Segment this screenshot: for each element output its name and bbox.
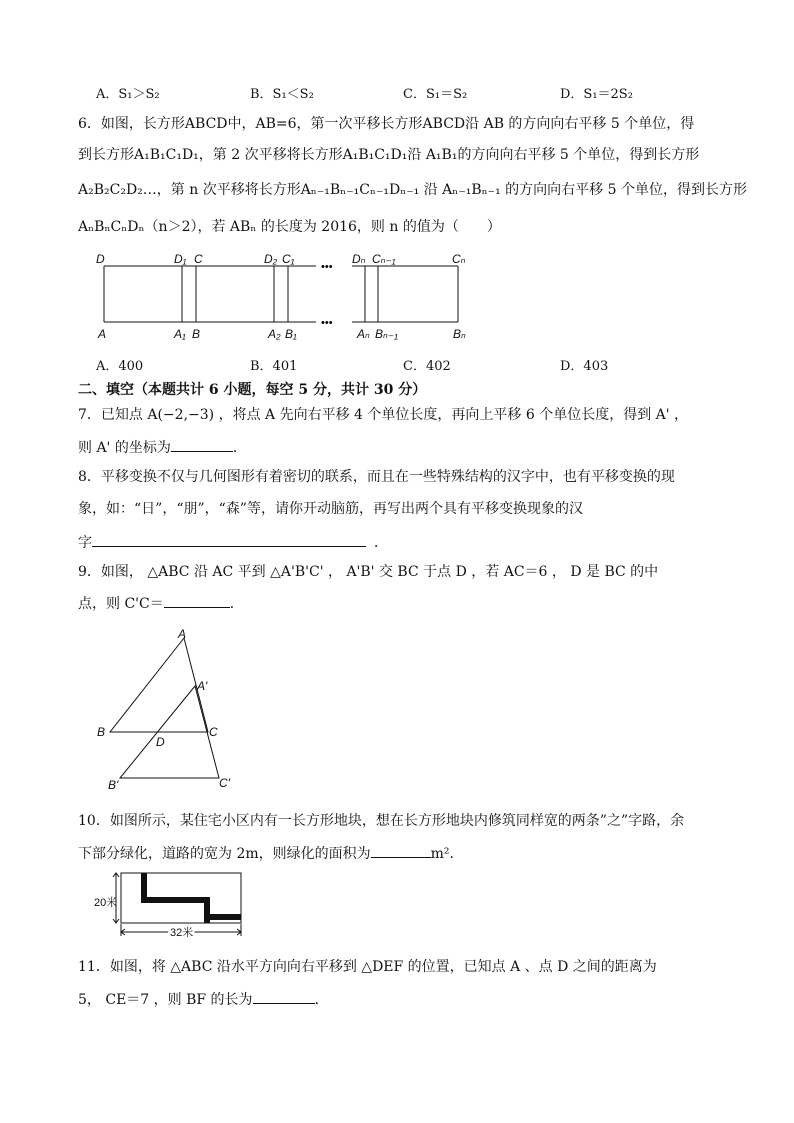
q11-end: ． [314,992,329,1008]
q8-line-2: 象，如：“日”，“朋”，“森”等，请你开动脑筋，再写出两个具有平移变换现象的汉 [78,501,583,517]
section-2-heading: 二、填空（本题共计 6 小题，每空 5 分，共计 30 分） [78,382,427,398]
dots-top: ••• [321,261,333,273]
q9-answer-blank[interactable] [164,593,230,608]
width-label: 32米 [170,927,194,939]
q9-line-2-text: 点，则 C'C＝ [78,596,164,612]
label-An: Aₙ [357,327,370,341]
label-D: D [156,735,165,749]
q11-line-2-text: 5， CE＝7 ，则 BF 的长为 [78,992,253,1008]
label-C: C [209,725,218,739]
q7-line-2 [78,437,247,457]
label-B1: B₁ [285,327,297,341]
q6-option-d: D．403 [560,359,609,374]
q10-line-2 [78,843,464,863]
q7-answer-blank[interactable] [171,437,233,452]
q10-line-2-text: 下部分绿化，道路的宽为 2m，则绿化的面积为 [78,846,371,862]
label-A: A [98,327,107,341]
label-A: A [178,627,187,641]
q5-option-c: C．S₁＝S₂ [403,87,468,102]
q10-answer-blank[interactable] [371,843,431,858]
label-A-prime: A' [197,679,208,693]
label-D2: D₂ [264,252,278,266]
label-D1: D₁ [174,252,187,266]
label-B: B [192,327,201,341]
q11-line-2 [78,989,329,1009]
label-A2: A₂ [268,327,281,341]
q9-line-2 [78,593,244,613]
height-label: 20米 [94,897,118,909]
q8-answer-blank[interactable] [92,532,366,547]
q7-line-1: 7．已知点 A(−2,−3) ，将点 A 先向右平移 4 个单位长度，再向上平移 6 个单位长度，得到 A' ， [78,407,689,423]
q7-end: ． [232,440,247,456]
label-Cn1: Cₙ₋₁ [372,252,396,266]
q11-line-1: 11．如图，将 △ABC 沿水平方向向右平移到 △DEF 的位置，已知点 A 、点 D 之间的距离为 [78,959,657,975]
label-Dn: Dₙ [352,252,366,266]
q6-option-b: B．401 [250,359,298,374]
q6-option-c: C．402 [403,359,451,374]
q10-road-figure [94,866,246,942]
q6-line-1: 6．如图，长方形ABCD中，AB=6，第一次平移长方形ABCD沿 AB 的方向向右平移 5 个单位，得 [78,116,695,132]
q6-line-2: 到长方形A₁B₁C₁D₁，第 2 次平移将长方形A₁B₁C₁D₁沿 A₁B₁的方向向右平移 5 个单位，得到长方形 [78,147,700,163]
q5-option-a: A．S₁＞S₂ [96,87,160,102]
q8-line-1: 8．平移变换不仅与几何图形有着密切的联系，而且在一些特殊结构的汉字中，也有平移变换的现 [78,469,675,485]
label-Bn: Bₙ [453,327,466,341]
dots-bottom: ••• [321,317,333,329]
q6-rectangles-figure [90,248,490,344]
label-B: B [97,725,106,739]
label-A1: A₁ [174,327,186,341]
label-Cn: Cₙ [452,252,466,266]
label-C1: C₁ [282,252,295,266]
q9-end: ． [229,596,244,612]
q6-line-3: A₂B₂C₂D₂…，第 n 次平移将长方形Aₙ₋₁Bₙ₋₁Cₙ₋₁Dₙ₋₁ 沿 Aₙ₋₁Bₙ₋₁ 的方向向右平移 5 个单位，得到长方形 [78,182,747,198]
q6-option-a: A．400 [96,359,144,374]
label-C: C [194,252,203,266]
q11-answer-blank[interactable] [253,989,315,1004]
q10-unit: m²． [430,846,464,862]
q9-triangle-figure [90,624,250,796]
q10-line-1: 10．如图所示，某住宅小区内有一长方形地块，想在长方形地块内修筑同样宽的两条”之”字路，余 [78,813,685,829]
q7-line-2-text: 则 A' 的坐标为 [78,440,171,456]
q9-line-1: 9．如图， △ABC 沿 AC 平到 △A'B'C' ， A'B' 交 BC 于点 D ，若 AC＝6 ， D 是 BC 的中 [78,564,659,580]
q5-option-d: D．S₁＝2S₂ [560,87,633,102]
q8-end: ． [374,535,388,551]
label-B-prime: B' [108,778,119,792]
label-D: D [96,252,105,266]
q8-line-3 [78,532,388,552]
q6-line-4: AₙBₙCₙDₙ（n＞2），若 ABₙ 的长度为 2016，则 n 的值为（ ） [78,219,501,235]
label-Bn1: Bₙ₋₁ [375,327,398,341]
q8-line-3-text: 字 [78,535,92,551]
q5-option-b: B．S₁＜S₂ [250,87,314,102]
label-C-prime: C' [219,776,230,790]
